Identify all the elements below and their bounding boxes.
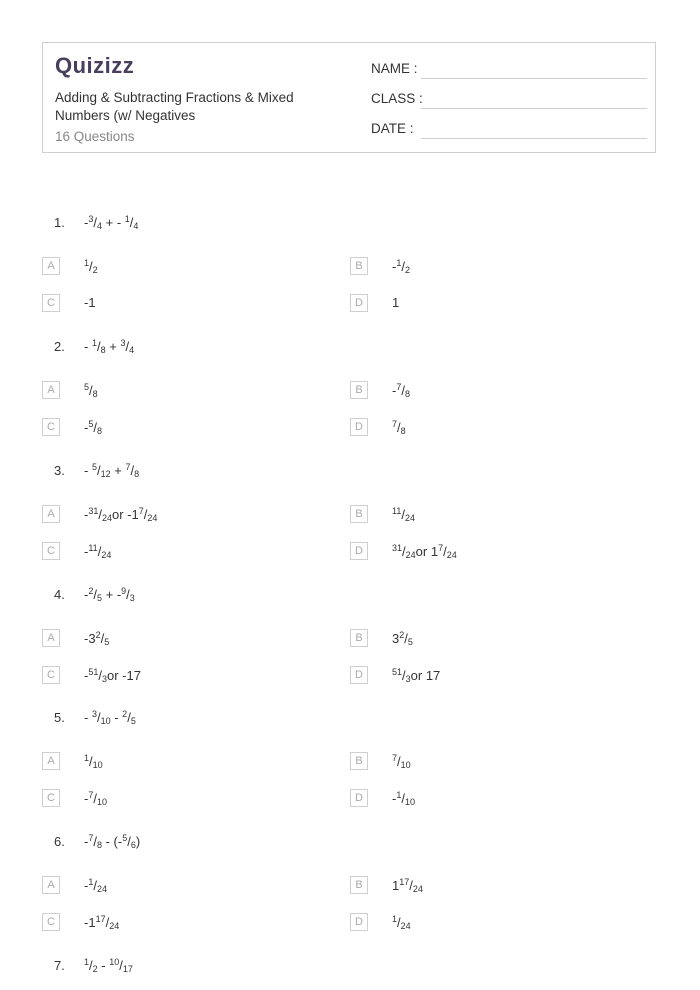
question-5 bbox=[54, 709, 136, 726]
option-text: $-^5/_8$ bbox=[84, 419, 102, 436]
option-letter-box: D bbox=[350, 542, 368, 560]
question-number: 5. bbox=[54, 710, 65, 725]
option-letter-box: A bbox=[42, 876, 60, 894]
question-text: $-^2/_5 + -^9/_3$ bbox=[84, 586, 135, 603]
question-3 bbox=[54, 462, 139, 479]
option-letter-box: B bbox=[350, 629, 368, 647]
option-letter-box: A bbox=[42, 629, 60, 647]
option-text: $^1/_{24}$ bbox=[392, 914, 411, 931]
option-letter-box: A bbox=[42, 381, 60, 399]
option-text: $-^1/_2$ bbox=[392, 258, 410, 275]
question-6 bbox=[54, 833, 140, 850]
question-1 bbox=[54, 214, 138, 231]
option-text: $-^1/_{10}$ bbox=[392, 790, 415, 807]
worksheet-title: Adding & Subtracting Fractions & Mixed Numbers (w/ Negatives bbox=[55, 90, 294, 123]
option-text: $-^{11}/_{24}$ bbox=[84, 543, 112, 560]
name-field[interactable] bbox=[371, 61, 418, 76]
option-text: $^{31}/_{24}or$ $1^7/_{24}$ bbox=[392, 543, 457, 560]
option-text: $-1^{17}/_{24}$ bbox=[84, 914, 120, 931]
option-text: $-3^2/_5$ bbox=[84, 630, 110, 647]
option-letter-box: C bbox=[42, 913, 60, 931]
question-text: - $^1/_8 + ^3/_4$ bbox=[84, 338, 135, 355]
quizizz-logo: Quizizz bbox=[55, 53, 135, 78]
question-number: 3. bbox=[54, 463, 65, 478]
option-text: $^{51}/_3or$ 17 bbox=[392, 667, 441, 684]
option-text: $^7/_8$ bbox=[392, 419, 406, 436]
question-text: - $^5/_{12} + ^7/_8$ bbox=[84, 462, 140, 479]
option-letter-box: B bbox=[350, 505, 368, 523]
option-text: $-^7/_{10}$ bbox=[84, 790, 107, 807]
date-field[interactable] bbox=[371, 121, 414, 136]
option-text: $^7/_{10}$ bbox=[392, 753, 411, 770]
question-text: $-^7/_8 - (-^5/_6)$ bbox=[84, 833, 141, 850]
option-letter-box: C bbox=[42, 542, 60, 560]
option-letter-box: C bbox=[42, 418, 60, 436]
question-number: 4. bbox=[54, 587, 65, 602]
option-text: $-^1/_{24}$ bbox=[84, 877, 107, 894]
option-text: $3^2/_5$ bbox=[392, 630, 413, 647]
name-label: NAME : bbox=[371, 61, 418, 76]
class-field[interactable] bbox=[371, 91, 423, 106]
option-letter-box: D bbox=[350, 294, 368, 312]
question-text: $^1/_2 - ^{10}/_{17}$ bbox=[84, 957, 133, 974]
question-number: 2. bbox=[54, 339, 65, 354]
question-number: 6. bbox=[54, 834, 65, 849]
option-letter-box: B bbox=[350, 257, 368, 275]
date-label: DATE : bbox=[371, 121, 414, 136]
option-text: $1^{17}/_{24}$ bbox=[392, 877, 423, 894]
option-letter-box: D bbox=[350, 418, 368, 436]
date-line bbox=[421, 138, 647, 139]
option-text: $^1/_2$ bbox=[84, 258, 98, 275]
option-letter-box: A bbox=[42, 752, 60, 770]
question-7 bbox=[54, 957, 133, 974]
option-letter-box: D bbox=[350, 666, 368, 684]
option-letter-box: D bbox=[350, 913, 368, 931]
option-text: $^{11}/_{24}$ bbox=[392, 506, 415, 523]
question-count: 16 Questions bbox=[55, 129, 135, 144]
option-letter-box: C bbox=[42, 666, 60, 684]
question-number: 1. bbox=[54, 215, 65, 230]
question-text: $-^3/_4$ + - $^1/_4$ bbox=[84, 214, 139, 231]
option-text: $^1/_{10}$ bbox=[84, 753, 103, 770]
option-letter-box: A bbox=[42, 257, 60, 275]
option-letter-box: B bbox=[350, 381, 368, 399]
question-4 bbox=[54, 586, 135, 603]
option-text: $-^{31}/_{24}or$ $-1^7/_{24}$ bbox=[84, 506, 158, 523]
question-number: 7. bbox=[54, 958, 65, 973]
option-text: $^5/_8$ bbox=[84, 382, 98, 399]
option-text: -1 bbox=[84, 295, 96, 310]
class-line bbox=[421, 108, 647, 109]
option-letter-box: C bbox=[42, 789, 60, 807]
class-label: CLASS : bbox=[371, 91, 423, 106]
option-letter-box: B bbox=[350, 876, 368, 894]
question-text: - $^3/_{10} - ^2/_5$ bbox=[84, 709, 136, 726]
option-letter-box: A bbox=[42, 505, 60, 523]
worksheet-header bbox=[42, 42, 656, 153]
name-line bbox=[421, 78, 647, 79]
option-text: $-^{51}/_3or$ -17 bbox=[84, 667, 141, 684]
option-text: $-^7/_8$ bbox=[392, 382, 410, 399]
option-text: 1 bbox=[392, 295, 400, 310]
option-letter-box: C bbox=[42, 294, 60, 312]
question-2 bbox=[54, 338, 134, 355]
option-letter-box: D bbox=[350, 789, 368, 807]
option-letter-box: B bbox=[350, 752, 368, 770]
